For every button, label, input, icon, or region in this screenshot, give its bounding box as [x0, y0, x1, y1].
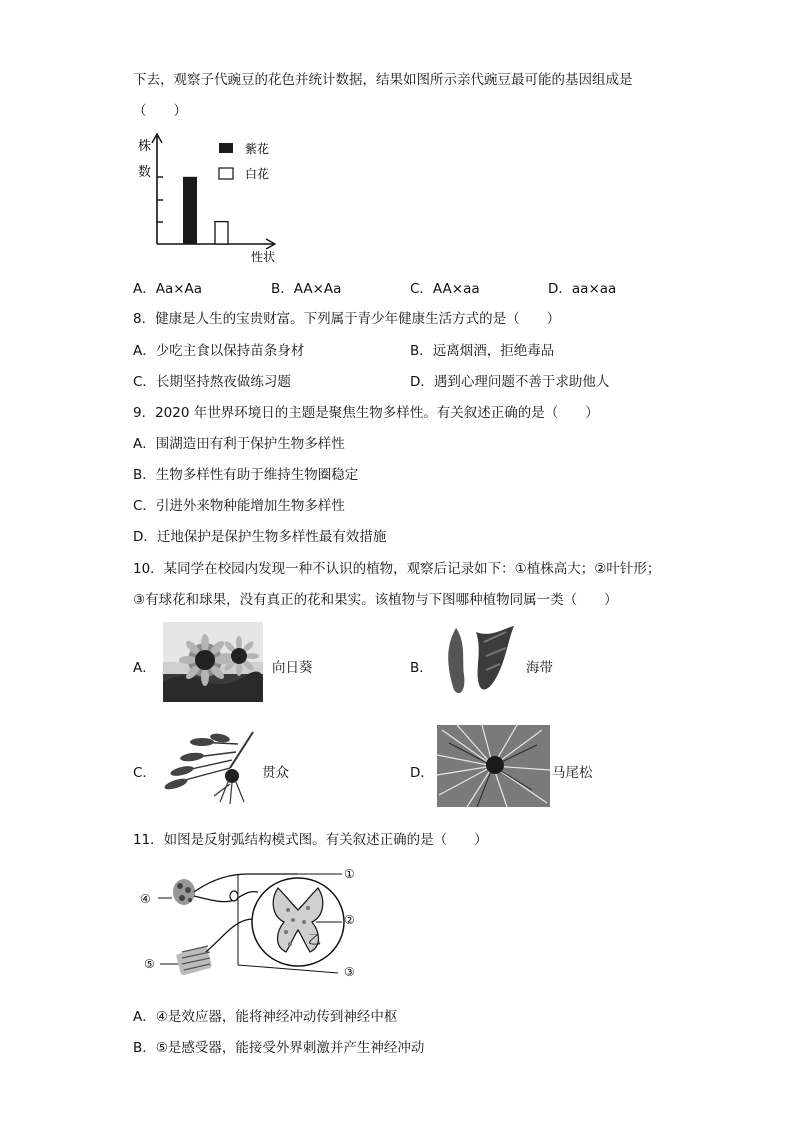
q9-option-c: C．引进外来物种能增加生物多样性 — [133, 498, 345, 514]
q10-option-a-letter: A． — [133, 660, 156, 676]
q10-stem-line2: ③有球花和球果，没有真正的花和果实。该植物与下图哪种植物同属一类（ ） — [133, 592, 618, 608]
q8-option-b: B．远离烟酒，拒绝毒品 — [410, 343, 555, 359]
ylabel-top: 株 — [138, 139, 152, 154]
q11-option-b: B．⑤是感受器，能接受外界刺激并产生神经冲动 — [133, 1040, 425, 1056]
q9-option-b: B．生物多样性有助于维持生物圈稳定 — [133, 467, 359, 483]
label-3: ③ — [344, 965, 355, 979]
bar-purple — [183, 177, 197, 244]
fern-photo — [158, 724, 258, 806]
label-1: ① — [344, 867, 355, 881]
label-yi: 乙 — [308, 933, 322, 948]
q7-option-a: A．Aa×Aa — [133, 281, 203, 297]
legend-label-purple: 紫花 — [245, 142, 270, 156]
q10-option-a-name: 向日葵 — [272, 660, 313, 676]
label-4: ④ — [140, 892, 151, 906]
q11-option-a: A．④是效应器，能将神经冲动传到神经中枢 — [133, 1009, 398, 1025]
q8-option-a: A．少吃主食以保持苗条身材 — [133, 343, 305, 359]
q7-stem-line2: （ ） — [133, 103, 187, 119]
q8-option-d: D．遇到心理问题不善于求助他人 — [410, 374, 610, 390]
q11-stem: 11．如图是反射弧结构模式图。有关叙述正确的是（ ） — [133, 832, 488, 848]
kelp-photo — [436, 620, 518, 700]
q10-option-d-letter: D． — [410, 765, 434, 781]
pine-photo — [437, 725, 550, 807]
label-5: ⑤ — [144, 957, 155, 971]
label-2: ② — [344, 913, 355, 927]
q10-option-c-name: 贯众 — [262, 765, 289, 781]
q8-stem: 8．健康是人生的宝贵财富。下列属于青少年健康生活方式的是（ ） — [133, 311, 561, 327]
q9-stem: 9．2020 年世界环境日的主题是聚焦生物多样性。有关叙述正确的是（ ） — [133, 405, 599, 421]
q7-option-b: B．AA×Aa — [271, 281, 342, 297]
q10-option-b-name: 海带 — [526, 660, 553, 676]
ylabel-bottom: 数 — [138, 165, 152, 180]
bar-chart — [133, 130, 293, 270]
q9-option-d: D．迁地保护是保护生物多样性最有效措施 — [133, 529, 387, 545]
q9-option-a: A．围湖造田有利于保护生物多样性 — [133, 436, 345, 452]
q10-option-d-name: 马尾松 — [552, 765, 593, 781]
q8-option-c: C．长期坚持熬夜做练习题 — [133, 374, 291, 390]
bar-white — [215, 222, 228, 244]
structure-4 — [173, 879, 195, 905]
bar-chart-svg — [133, 130, 293, 270]
legend-swatch-purple — [219, 143, 233, 153]
xlabel: 性状 — [251, 250, 276, 264]
q7-option-c: C．AA×aa — [410, 281, 480, 297]
q10-option-c-letter: C． — [133, 765, 156, 781]
legend-label-white: 白花 — [245, 167, 270, 181]
q7-stem-line1: 下去，观察子代豌豆的花色并统计数据，结果如图所示亲代豌豆最可能的基因组成是 — [133, 72, 633, 88]
reflex-arc-diagram — [138, 860, 368, 985]
q10-option-b-letter: B． — [410, 660, 433, 676]
q7-option-d: D．aa×aa — [548, 281, 617, 297]
sunflower-photo — [163, 622, 263, 702]
legend-swatch-white — [219, 168, 233, 179]
q10-stem-line1: 10．某同学在校园内发现一种不认识的植物，观察后记录如下：①植株高大；②叶针形； — [133, 561, 661, 577]
